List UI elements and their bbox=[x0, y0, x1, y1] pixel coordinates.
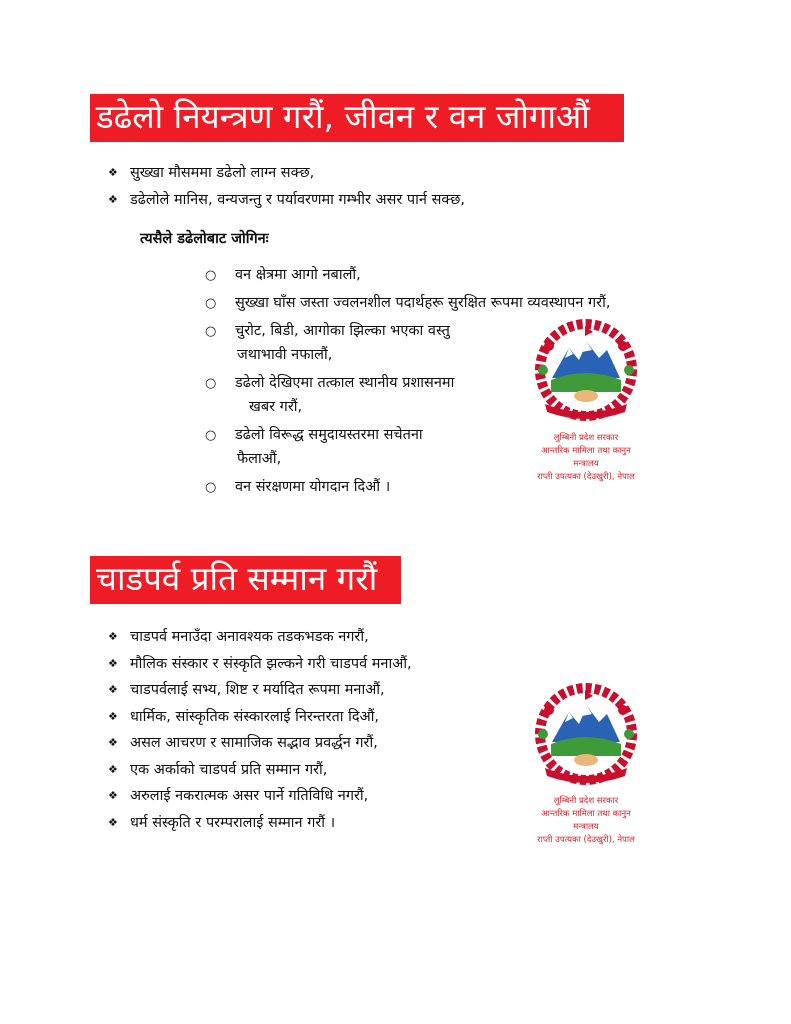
list-item: ○ डढेलो देखिएमा तत्काल स्थानीय प्रशासनमा खबर गरौं, bbox=[205, 375, 455, 415]
diamond-bullet-icon: ❖ bbox=[108, 630, 118, 643]
diamond-bullet-icon: ❖ bbox=[108, 166, 118, 179]
emblem-caption: लुम्बिनी प्रदेश सरकार आन्तरिक मामिला तथा कानुन मन्त्रालय राप्ती उपत्यका (देउखुरी), नेपाल bbox=[537, 433, 635, 482]
diamond-bullet-icon: ❖ bbox=[108, 789, 118, 802]
diamond-bullet-icon: ❖ bbox=[108, 656, 118, 670]
circle-bullet-icon: ○ bbox=[205, 268, 217, 283]
diamond-bullet-icon: ❖ bbox=[108, 192, 118, 206]
list-item: ❖ सुख्खा मौसममा डढेलो लाग्न सक्छ, bbox=[108, 165, 315, 181]
emblem-caption: लुम्बिनी प्रदेश सरकार आन्तरिक मामिला तथा कानुन मन्त्रालय राप्ती उपत्यका (देउखुरी), नेपाल bbox=[537, 796, 635, 845]
section2-title-banner bbox=[90, 556, 401, 604]
list-item: ❖ असल आचरण र सामाजिक सद्भाव प्रवर्द्धन गरौं, bbox=[108, 735, 378, 751]
diamond-bullet-icon: ❖ bbox=[108, 709, 118, 723]
section2-title: चाडपर्व प्रति सम्मान गरौं bbox=[96, 559, 378, 598]
section1-title: डढेलो नियन्त्रण गरौं, जीवन र वन जोगाऔं bbox=[96, 97, 590, 136]
circle-bullet-icon: ○ bbox=[205, 428, 217, 443]
list-item: ❖ डढेलोले मानिस, वन्यजन्तु र पर्यावरणमा गम्भीर असर पार्न सक्छ, bbox=[108, 191, 465, 208]
list-item: ❖ मौलिक संस्कार र संस्कृति झल्कने गरी चाडपर्व मनाऔं, bbox=[108, 655, 412, 672]
list-item: ○ डढेलो विरूद्ध समुदायस्तरमा सचेतना फैलाऔं, bbox=[205, 427, 423, 467]
section1-subheading: त्यसैले डढेलोबाट जोगिनः bbox=[140, 231, 269, 247]
list-item: ○ चुरोट, बिडी, आगोका झिल्का भएका वस्तु जथाभावी नफालौं, bbox=[205, 323, 450, 363]
circle-bullet-icon: ○ bbox=[205, 296, 217, 311]
section1-title-banner bbox=[90, 94, 624, 142]
list-item: ❖ अरुलाई नकरात्मक असर पार्ने गतिविधि नगरौं, bbox=[108, 788, 369, 804]
list-item: ○ वन संरक्षणमा योगदान दिऔं । bbox=[205, 479, 391, 495]
section2-bullet-list bbox=[106, 624, 412, 836]
diamond-bullet-icon: ❖ bbox=[108, 683, 118, 696]
diamond-bullet-icon: ❖ bbox=[108, 736, 118, 749]
list-item: ❖ धर्म संस्कृति र परम्परालाई सम्मान गरौं । bbox=[108, 814, 336, 831]
nepal-emblem-icon bbox=[527, 682, 645, 786]
list-item: ❖ धार्मिक, सांस्कृतिक संस्कारलाई निरन्तरता दिऔं, bbox=[108, 708, 380, 725]
nepal-emblem-icon bbox=[527, 318, 645, 422]
diamond-bullet-icon: ❖ bbox=[108, 762, 118, 776]
list-item: ❖ चाडपर्वलाई सभ्य, शिष्ट र मर्यादित रूपमा मनाऔं, bbox=[108, 682, 385, 698]
list-item: ○ वन क्षेत्रमा आगो नबालौं, bbox=[205, 267, 361, 283]
diamond-bullet-icon: ❖ bbox=[108, 815, 118, 829]
list-item: ❖ चाडपर्व मनाउँदा अनावश्यक तडकभडक नगरौं, bbox=[108, 629, 369, 645]
circle-bullet-icon: ○ bbox=[205, 480, 217, 495]
circle-bullet-icon: ○ bbox=[205, 376, 217, 391]
list-item: ○ सुख्खा घाँस जस्ता ज्वलनशील पदार्थहरू सुरक्षित रूपमा व्यवस्थापन गरौं, bbox=[205, 295, 611, 311]
circle-bullet-icon: ○ bbox=[205, 324, 217, 339]
list-item: ❖ एक अर्काको चाडपर्व प्रति सम्मान गरौं, bbox=[108, 761, 328, 778]
section1-bullet-list bbox=[106, 160, 465, 213]
